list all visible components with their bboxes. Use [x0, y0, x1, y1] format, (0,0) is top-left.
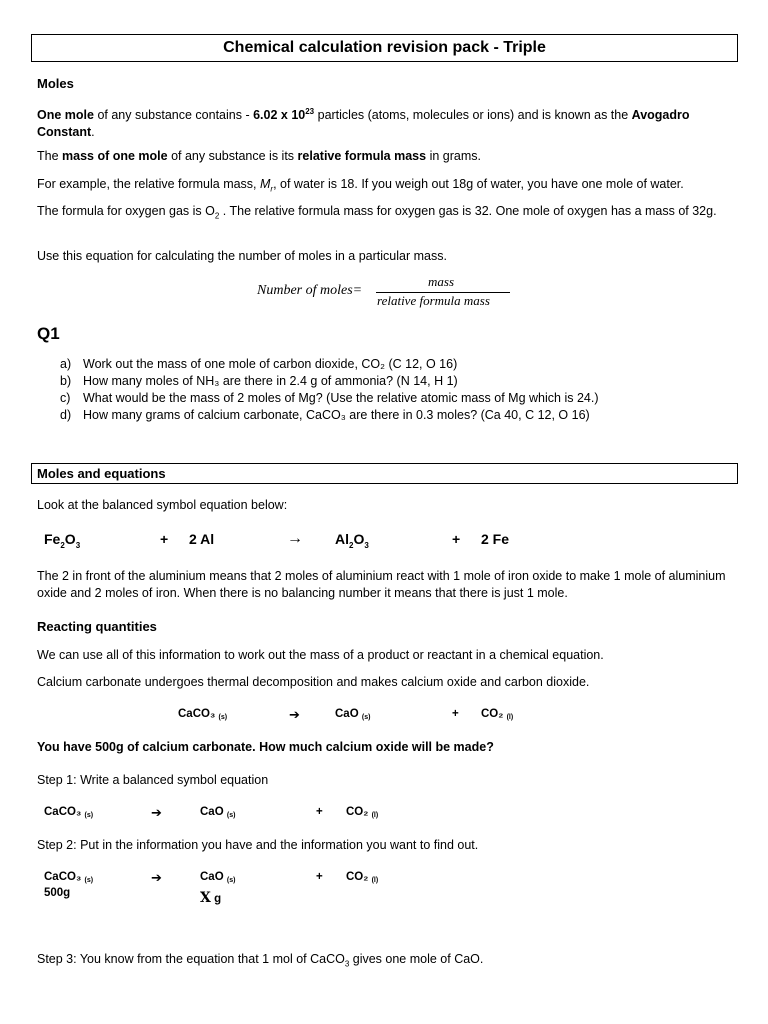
eq3-co2: CO₂ (l) [346, 806, 379, 819]
eq4-unknown-x: X g [200, 890, 222, 906]
eq3-cao: CaO (s) [200, 806, 236, 819]
eq3-arrow: ➔ [151, 805, 162, 820]
eq1-al2o3: $Al_2O_3$ [335, 531, 369, 550]
eq3-plus: + [316, 806, 323, 818]
moles-heading: Moles [37, 76, 74, 91]
balancing-explanation: The 2 in front of the aluminium means that 2 moles of aluminium react with 1 mole of iron oxide to make 1 mole of aluminium oxide and 2 moles of iron. When there is no balancing number it means that there is just 1 mole. [37, 569, 726, 600]
eq1-fe: 2 Fe [481, 531, 510, 547]
eq1-fe2o3: $Fe_2O_3$ [44, 531, 81, 550]
step1-text: Step 1: Write a balanced symbol equation [37, 773, 269, 787]
eq4-cao: CaO (s) [200, 871, 236, 884]
eq2-arrow: ➔ [289, 707, 300, 722]
eq2-plus: + [452, 708, 459, 720]
look-at-text: Look at the balanced symbol equation below: [37, 498, 288, 512]
oxygen-paragraph: The formula for oxygen gas is $O_2$ . The relative formula mass for oxygen gas is 32. One mole of oxygen has a mass of 32g. [37, 204, 717, 221]
step2-text: Step 2: Put in the information you have and the information you want to find out. [37, 838, 479, 852]
question-item: d) How many grams of calcium carbonate, CaCO₃ are there in 0.3 moles? (Ca 40, C 12, O 16) [60, 408, 590, 422]
eq2-caco3: CaCO₃ (s) [178, 708, 228, 721]
eq3-caco3: CaCO₃ (s) [44, 806, 94, 819]
eq2-cao: CaO (s) [335, 708, 371, 721]
question-item: b) How many moles of NH₃ are there in 2.4 g of ammonia? (N 14, H 1) [60, 374, 458, 388]
q1-heading: Q1 [37, 324, 60, 343]
thermal-decomposition-text: Calcium carbonate undergoes thermal decomposition and makes calcium oxide and carbon dioxide. [37, 675, 590, 689]
eq4-arrow: ➔ [151, 870, 162, 885]
eq1-arrow: → [287, 530, 303, 547]
eq1-al: 2 Al [189, 531, 215, 547]
moles-equations-heading: Moles and equations [31, 463, 738, 484]
reacting-quantities-heading: Reacting quantities [37, 619, 157, 634]
eq4-plus: + [316, 871, 323, 883]
eq2-co2: CO₂ (l) [481, 708, 514, 721]
question-500g: You have 500g of calcium carbonate. How much calcium oxide will be made? [37, 740, 494, 754]
formula-numerator: mass [428, 274, 455, 289]
eq4-mass-given: 500g [44, 887, 71, 899]
step3-text: Step 3: You know from the equation that 1 mol of CaCO$_3$ gives one mole of CaO. [37, 952, 484, 969]
we-can-use-text: We can use all of this information to work out the mass of a product or reactant in a chemical equation. [37, 648, 604, 662]
mass-one-mole-paragraph: The mass of one mole of any substance is its relative formula mass in grams. [37, 149, 481, 163]
water-example-paragraph: For example, the relative formula mass, $M_r$, of water is 18. If you weigh out 18g of water, you have one mole of water. [37, 177, 684, 194]
eq4-co2: CO₂ (l) [346, 871, 379, 884]
q1-question-list [60, 356, 599, 424]
eq1-plus: + [160, 531, 169, 547]
question-item: c) What would be the mass of 2 moles of Mg? (Use the relative atomic mass of Mg which is 24.) [60, 391, 599, 405]
question-item: a) Work out the mass of one mole of carbon dioxide, CO₂ (C 12, O 16) [60, 357, 458, 371]
eq4-caco3: CaCO₃ (s) [44, 871, 94, 884]
eq1-plus-2: + [452, 531, 461, 547]
page-title: Chemical calculation revision pack - Triple [31, 34, 738, 62]
formula-denominator: relative formula mass [377, 293, 490, 308]
avogadro-paragraph: One mole of any substance contains - 6.02 x $10^{23}$ particles (atoms, molecules or ions) and is known as the Avogadro Constant. [37, 107, 690, 140]
formula-lhs: Number of moles= [257, 283, 363, 298]
use-equation-text: Use this equation for calculating the number of moles in a particular mass. [37, 249, 447, 263]
